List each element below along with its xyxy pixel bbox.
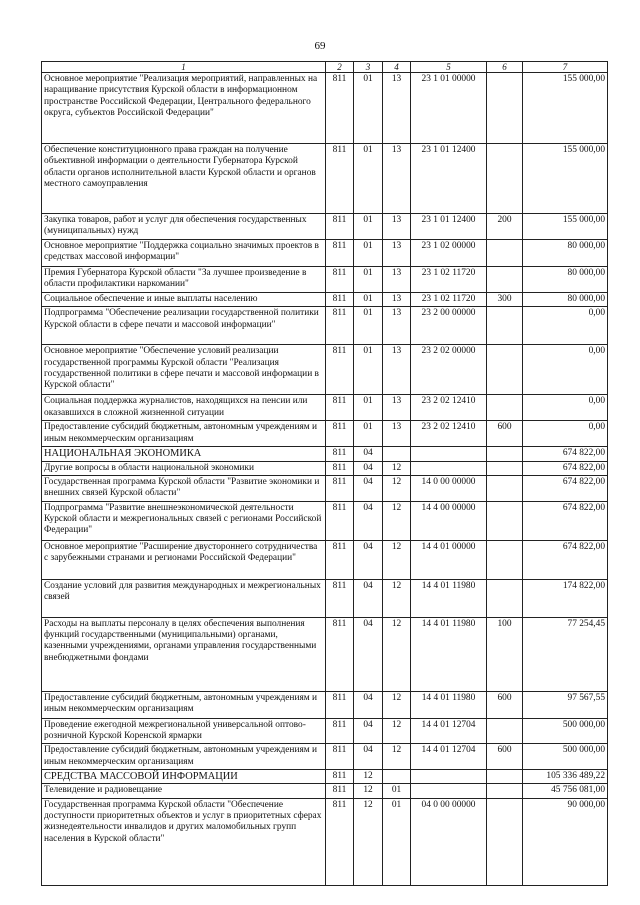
row-name: Закупка товаров, работ и услуг для обеспечения государственных (муниципальных) нужд — [42, 214, 326, 240]
row-subsection-code: 12 — [383, 617, 411, 691]
row-subsection-code: 13 — [383, 240, 411, 267]
row-target-code: 23 2 02 12410 — [411, 395, 487, 421]
table-row — [42, 691, 608, 718]
row-name: Премия Губернатора Курской области "За лучшее произведение в области профилактики наркомании" — [42, 267, 326, 293]
row-name: Телевидение и радиовещание — [42, 784, 326, 798]
row-target-code: 14 4 01 12704 — [411, 744, 487, 770]
row-name: Обеспечение конституционного права граждан на получение объективной информации о деятельности Губернатора Курской области органов исполнительной власти Курской области и органов местного самоуправления — [42, 144, 326, 214]
row-name: Проведение ежегодной межрегиональной универсальной оптово-розничной Курской Коренской ярмарки — [42, 718, 326, 744]
row-amount: 90 000,00 — [523, 798, 608, 885]
row-expense-type — [487, 798, 523, 885]
row-section-code: 04 — [354, 501, 383, 540]
row-subsection-code: 13 — [383, 421, 411, 447]
row-expense-type — [487, 267, 523, 293]
row-expense-type — [487, 345, 523, 395]
row-name: Расходы на выплаты персоналу в целях обеспечения выполнения функций государственными (муниципальными) органами, казенными учреждениями, органами управления государственными внебюджетными фондами — [42, 617, 326, 691]
row-section-code: 01 — [354, 267, 383, 293]
table-row — [42, 214, 608, 240]
table-row — [42, 579, 608, 617]
row-name: Социальное обеспечение и иные выплаты населению — [42, 293, 326, 307]
row-target-code: 23 1 01 12400 — [411, 214, 487, 240]
table-row — [42, 744, 608, 770]
column-number: 1 — [42, 62, 326, 73]
row-target-code: 14 0 00 00000 — [411, 475, 487, 501]
row-section-code: 04 — [354, 691, 383, 718]
table-row — [42, 144, 608, 214]
row-name: Основное мероприятие "Расширение двустороннего сотрудничества с зарубежными странами и регионами Российской Федерации" — [42, 540, 326, 579]
row-section-code: 01 — [354, 421, 383, 447]
table-row — [42, 240, 608, 267]
row-target-code — [411, 447, 487, 461]
row-target-code: 14 4 01 11980 — [411, 579, 487, 617]
row-name: СРЕДСТВА МАССОВОЙ ИНФОРМАЦИИ — [42, 770, 326, 784]
row-name: Основное мероприятие "Обеспечение условий реализации государственной программы Курской области "Реализация государственной политики в сфере печати и массовой информации в Курской области" — [42, 345, 326, 395]
row-target-code: 23 1 02 11720 — [411, 293, 487, 307]
row-section-code: 04 — [354, 579, 383, 617]
row-expense-type — [487, 540, 523, 579]
row-name: Государственная программа Курской области "Обеспечение доступности приоритетных объектов и услуг в приоритетных сферах жизнедеятельности инвалидов и других маломобильных групп населения в Курской области" — [42, 798, 326, 885]
row-section-code: 04 — [354, 744, 383, 770]
table-row — [42, 293, 608, 307]
section-row — [42, 447, 608, 461]
row-section-code: 04 — [354, 540, 383, 579]
row-subsection-code — [383, 447, 411, 461]
budget-table — [41, 61, 608, 886]
row-subsection-code: 12 — [383, 475, 411, 501]
row-name: НАЦИОНАЛЬНАЯ ЭКОНОМИКА — [42, 447, 326, 461]
row-section-code: 01 — [354, 214, 383, 240]
row-amount: 155 000,00 — [523, 144, 608, 214]
row-expense-type: 200 — [487, 214, 523, 240]
row-amount: 500 000,00 — [523, 744, 608, 770]
row-subsection-code: 13 — [383, 214, 411, 240]
row-subsection-code: 13 — [383, 345, 411, 395]
row-grbs: 811 — [326, 501, 354, 540]
row-grbs: 811 — [326, 395, 354, 421]
row-subsection-code: 13 — [383, 144, 411, 214]
row-subsection-code: 13 — [383, 395, 411, 421]
table-row — [42, 475, 608, 501]
row-expense-type: 600 — [487, 744, 523, 770]
row-grbs: 811 — [326, 691, 354, 718]
row-grbs: 811 — [326, 461, 354, 475]
row-grbs: 811 — [326, 718, 354, 744]
row-section-code: 01 — [354, 293, 383, 307]
row-section-code: 01 — [354, 144, 383, 214]
table-row — [42, 540, 608, 579]
row-grbs: 811 — [326, 73, 354, 144]
row-grbs: 811 — [326, 345, 354, 395]
table-row — [42, 501, 608, 540]
row-name: Основное мероприятие "Поддержка социально значимых проектов в средствах массовой информации" — [42, 240, 326, 267]
row-amount: 105 336 489,22 — [523, 770, 608, 784]
row-target-code: 23 1 02 00000 — [411, 240, 487, 267]
row-expense-type — [487, 307, 523, 345]
row-grbs: 811 — [326, 144, 354, 214]
row-target-code: 04 0 00 00000 — [411, 798, 487, 885]
table-row — [42, 617, 608, 691]
table-row — [42, 73, 608, 144]
row-subsection-code: 12 — [383, 718, 411, 744]
column-number-row — [42, 62, 608, 73]
section-row — [42, 770, 608, 784]
row-expense-type: 300 — [487, 293, 523, 307]
row-name: Основное мероприятие "Реализация мероприятий, направленных на наращивание присутствия Курской области в информационном пространстве Российской Федерации, Центрального федерального округа, субъектов Российской Федерации" — [42, 73, 326, 144]
row-section-code: 04 — [354, 718, 383, 744]
row-section-code: 01 — [354, 73, 383, 144]
row-target-code: 23 1 01 00000 — [411, 73, 487, 144]
row-name: Предоставление субсидий бюджетным, автономным учреждениям и иным некоммерческим организациям — [42, 421, 326, 447]
table-row — [42, 461, 608, 475]
row-expense-type: 600 — [487, 691, 523, 718]
row-expense-type — [487, 144, 523, 214]
row-name: Подпрограмма "Развитие внешнеэкономической деятельности Курской области и межрегиональных связей с регионами Российской Федерации" — [42, 501, 326, 540]
column-number: 3 — [354, 62, 383, 73]
row-section-code: 12 — [354, 798, 383, 885]
table-row — [42, 421, 608, 447]
row-expense-type — [487, 395, 523, 421]
row-name: Другие вопросы в области национальной экономики — [42, 461, 326, 475]
row-expense-type — [487, 770, 523, 784]
row-name: Государственная программа Курской области "Развитие экономики и внешних связей Курской области" — [42, 475, 326, 501]
row-expense-type: 600 — [487, 421, 523, 447]
row-section-code: 04 — [354, 447, 383, 461]
row-subsection-code: 12 — [383, 461, 411, 475]
column-number: 2 — [326, 62, 354, 73]
row-grbs: 811 — [326, 540, 354, 579]
row-amount: 80 000,00 — [523, 240, 608, 267]
row-section-code: 12 — [354, 784, 383, 798]
row-amount: 80 000,00 — [523, 293, 608, 307]
row-target-code: 23 2 02 12410 — [411, 421, 487, 447]
row-subsection-code: 13 — [383, 267, 411, 293]
table-row — [42, 784, 608, 798]
row-grbs: 811 — [326, 267, 354, 293]
row-subsection-code: 12 — [383, 691, 411, 718]
row-expense-type — [487, 447, 523, 461]
row-grbs: 811 — [326, 307, 354, 345]
row-grbs: 811 — [326, 784, 354, 798]
row-amount: 174 822,00 — [523, 579, 608, 617]
row-section-code: 04 — [354, 475, 383, 501]
row-name: Социальная поддержка журналистов, находящихся на пенсии или оказавшихся в сложной жизненной ситуации — [42, 395, 326, 421]
table-row — [42, 345, 608, 395]
row-section-code: 12 — [354, 770, 383, 784]
row-grbs: 811 — [326, 798, 354, 885]
row-section-code: 01 — [354, 345, 383, 395]
row-subsection-code — [383, 770, 411, 784]
row-target-code: 23 2 00 00000 — [411, 307, 487, 345]
row-subsection-code: 01 — [383, 784, 411, 798]
row-amount: 674 822,00 — [523, 461, 608, 475]
row-section-code: 01 — [354, 395, 383, 421]
row-name: Предоставление субсидий бюджетным, автономным учреждениям и иным некоммерческим организациям — [42, 744, 326, 770]
row-section-code: 01 — [354, 307, 383, 345]
row-expense-type — [487, 240, 523, 267]
row-expense-type: 100 — [487, 617, 523, 691]
row-subsection-code: 12 — [383, 501, 411, 540]
row-expense-type — [487, 784, 523, 798]
row-section-code: 04 — [354, 617, 383, 691]
row-subsection-code: 12 — [383, 744, 411, 770]
row-expense-type — [487, 501, 523, 540]
row-subsection-code: 12 — [383, 579, 411, 617]
page-number: 69 — [314, 40, 326, 52]
row-target-code: 23 1 01 12400 — [411, 144, 487, 214]
row-target-code — [411, 784, 487, 798]
row-section-code: 01 — [354, 240, 383, 267]
row-target-code — [411, 461, 487, 475]
row-grbs: 811 — [326, 240, 354, 267]
row-expense-type — [487, 718, 523, 744]
row-amount: 674 822,00 — [523, 501, 608, 540]
row-grbs: 811 — [326, 293, 354, 307]
table-row — [42, 307, 608, 345]
row-amount: 674 822,00 — [523, 475, 608, 501]
table-row — [42, 267, 608, 293]
row-subsection-code: 13 — [383, 293, 411, 307]
column-number: 4 — [383, 62, 411, 73]
row-amount: 155 000,00 — [523, 214, 608, 240]
row-amount: 0,00 — [523, 395, 608, 421]
row-subsection-code: 13 — [383, 307, 411, 345]
row-expense-type — [487, 475, 523, 501]
row-grbs: 811 — [326, 214, 354, 240]
row-amount: 0,00 — [523, 421, 608, 447]
row-expense-type — [487, 461, 523, 475]
row-grbs: 811 — [326, 447, 354, 461]
row-grbs: 811 — [326, 770, 354, 784]
row-target-code: 23 1 02 11720 — [411, 267, 487, 293]
table-row — [42, 798, 608, 885]
column-number: 7 — [523, 62, 608, 73]
row-name: Создание условий для развития международных и межрегиональных связей — [42, 579, 326, 617]
row-target-code: 14 4 01 11980 — [411, 691, 487, 718]
row-name: Подпрограмма "Обеспечение реализации государственной политики Курской области в сфере печати и массовой информации" — [42, 307, 326, 345]
row-amount: 674 822,00 — [523, 540, 608, 579]
row-subsection-code: 12 — [383, 540, 411, 579]
row-subsection-code: 13 — [383, 73, 411, 144]
row-target-code: 14 4 01 00000 — [411, 540, 487, 579]
row-amount: 77 254,45 — [523, 617, 608, 691]
table-row — [42, 718, 608, 744]
column-number: 5 — [411, 62, 487, 73]
row-amount: 45 756 081,00 — [523, 784, 608, 798]
row-amount: 97 567,55 — [523, 691, 608, 718]
row-target-code: 14 4 01 12704 — [411, 718, 487, 744]
row-grbs: 811 — [326, 475, 354, 501]
row-grbs: 811 — [326, 617, 354, 691]
row-amount: 155 000,00 — [523, 73, 608, 144]
row-grbs: 811 — [326, 579, 354, 617]
row-amount: 500 000,00 — [523, 718, 608, 744]
row-target-code — [411, 770, 487, 784]
row-expense-type — [487, 579, 523, 617]
table-row — [42, 395, 608, 421]
row-amount: 0,00 — [523, 307, 608, 345]
row-amount: 674 822,00 — [523, 447, 608, 461]
row-amount: 0,00 — [523, 345, 608, 395]
row-target-code: 23 2 02 00000 — [411, 345, 487, 395]
row-expense-type — [487, 73, 523, 144]
row-name: Предоставление субсидий бюджетным, автономным учреждениям и иным некоммерческим организациям — [42, 691, 326, 718]
row-target-code: 14 4 01 11980 — [411, 617, 487, 691]
row-target-code: 14 4 00 00000 — [411, 501, 487, 540]
row-amount: 80 000,00 — [523, 267, 608, 293]
row-grbs: 811 — [326, 744, 354, 770]
row-subsection-code: 01 — [383, 798, 411, 885]
row-grbs: 811 — [326, 421, 354, 447]
column-number: 6 — [487, 62, 523, 73]
row-section-code: 04 — [354, 461, 383, 475]
